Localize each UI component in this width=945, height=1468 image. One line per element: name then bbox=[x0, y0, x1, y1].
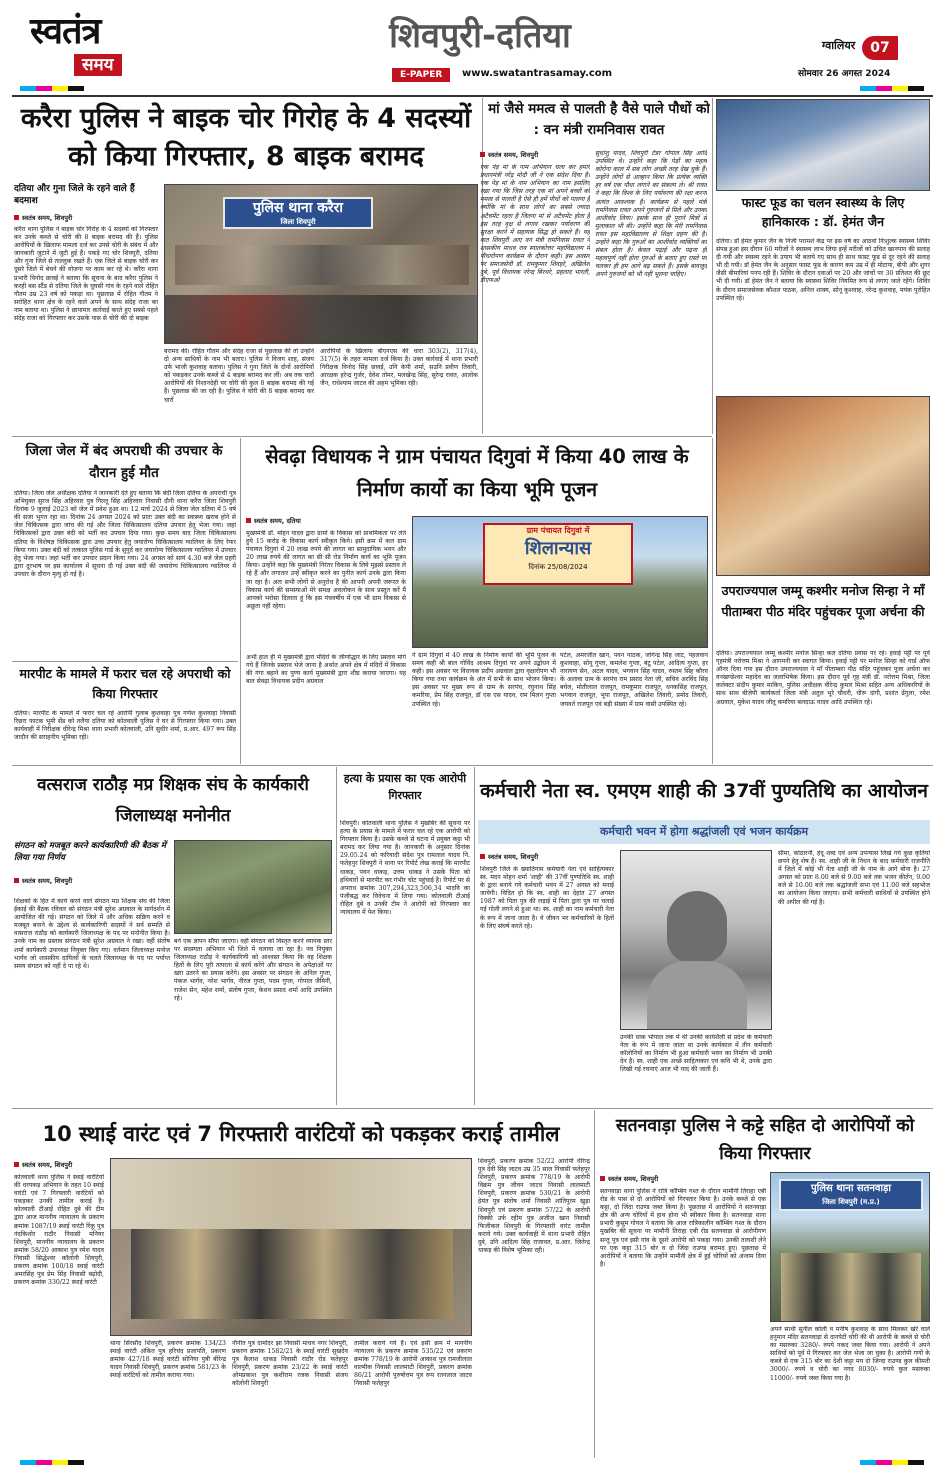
photo-mm-shahi-portrait bbox=[620, 850, 772, 1030]
cmyk-strip-bottom bbox=[20, 1460, 84, 1465]
rule-col-jail bbox=[240, 438, 241, 764]
body-karmachari-col2: उनकी धाक भोपाल तक में थी उनकी कार्यशैली से प्रदेश के कर्मचारी नेता के रूप में जाना जाता था उनके कार्यकाल में तीन कर्मचारी कॉलोनियों का निर्माण भी हुआ कर्मचारी भवन का निर्माण भी उनकी देन है। स्व. शाही एक अच्छे साहित्यकार एवं कवि भी थे, उनके द्वारा लिखी गई रचनाएं आज भी याद की जाती हैं। bbox=[620, 1034, 772, 1074]
body-sevda-col2: अभी हाल ही में मुख्यमंत्री द्वारा मंदिरों के जीर्णोद्धार के लिए प्रस्ताव मांगे गये हैं जिनके प्रस्ताव भेजे जाना है अर्थात अपने क्षेत्र में मंदिरों में विकास की गंगा बहाने का पुण्य कार्य मुख्यमंत्री द्वारा शीघ्र कराया जाएगा। यह बात सेवढ़ा विधायक प्रदीप अग्रवाल bbox=[246, 654, 406, 686]
satanwada-station-sign: पुलिस थाना सतनवाड़ा जिला शिवपुरी (म.प्र.) bbox=[779, 1179, 923, 1211]
page-number: 07 bbox=[862, 36, 898, 60]
rule-row3 bbox=[12, 1108, 933, 1109]
body-karmachari-col3: सीमा, कोठारनी, हंदू शब्द एवं अन्य उपन्यास लिखे गये कुछ कृतियां छपने हेतु शेष हैं। स्व. शाही जी के निधन के बाद कर्मचारी राजनीति में जिले में कोई भी नेता शाही जी के नाम के आगे बोना है। 27 अगस्त को प्रातः 8.00 बजे से 9.00 बजे तक भजन कीर्तन, 9.00 बजे से 10.00 बजे तक श्रद्धांजली सभा एवं 11.00 बजे सहभोज का आयोजन किया जाएगा। सभी कर्मचारी साथियों से उपस्थित होने की अपील की गई है। bbox=[778, 850, 930, 906]
body-warrant-col2: थाना सिरसौद शिवपुरी, प्रकरण क्रमांक 134/23 स्थाई वारंटी अंकित पुत्र हरिचंद प्रजापति, प्रकरण क्रमांक 427/18 स्थाई वारंटी सोनिया पुत्री बीरेन्द्र यादव निवासी शिवपुरी, प्रकरण क्रमांक 581/23 के स्थाई वारंटियों को तामील कराया गया। bbox=[110, 1340, 226, 1380]
masthead bbox=[0, 0, 945, 96]
photo-fast-food-camp bbox=[716, 99, 930, 191]
body-warrant-col3: नौनीत पुत्र दामोदर झा निवासी माधव नगर शिवपुरी, प्रकरण क्रमांक 1582/21 के स्थाई वारंटी सुखदेव पुत्र कैलाश धाकड़ निवासी राठौर रोड फतेहपुर शिवपुरी, प्रकरण क्रमांक 23/22 के स्थाई वारंटी ओमप्रकाश पुत्र कशीराम रजक निवासी संजय कॉलोनी शिवपुरी bbox=[232, 1340, 348, 1388]
headline-karera: करैरा पुलिस ने बाइक चोर गिरोह के 4 सदस्यों को किया गिरफ्तार, 8 बाइक बरामद bbox=[20, 103, 472, 172]
photo-karera-police-station bbox=[164, 184, 478, 344]
byline-mother-plants: स्वतंत्र समय, शिवपुरी bbox=[480, 150, 590, 159]
body-jail-death: दतिया। जिला जेल अधीक्षक दतिया ने जानकारी देते हुए बताया कि बंदी जिला दतिया के अपराधी पुत्र अभियुक्त सुरज सिंह अहिरवार पुत्र गिल्लू सिंह अहिरवार निवासी दौनी थाना करैरा जिला शिवपुरी दिनांक 9 जुलाई 2023 को जेल में प्रवेश हुआ था। 12 मार्च 2024 से जिला जेल दतिया में 5 वर्ष की सजा भुगत रहा था। दिनांक 24 अगस्त 2024 को प्रातः उक्त बंदी का स्वास्थ्य खराब होने से जेल चिकित्सक द्वारा जांच की गई और जिला चिकित्सालय दतिया उपचार हेतु भेजा गया। जहां चिकित्सकों द्वारा उक्त बंदी को भर्ती कर उपचार दिया गया। कुछ समय बाद जिला चिकित्सालय दतिया के विशेषज्ञ चिकित्सक द्वारा उच्च उपचार हेतु जयारोग्य चिकित्सालय ग्वालियर के लिए रेफर किया गया। उक्त बंदी को तत्काल पुलिस गार्ड के सुपुर्द कर जयारोग्य चिकित्सालय ग्वालियर में उपचार हेतु भेजा गया। जहां भर्ती कर उपचार प्रदान किया गया। 24 अगस्त को सायं 4.30 बजे जेल प्रहरी द्वारा दूरभाष पर इस कार्यालय में सूचना दी गई उक्त बंदी की जयारोग्य चिकित्सालय ग्वालियर में उपचार के दौरान मृत्यु हो गई है। bbox=[14, 490, 236, 578]
issue-date: सोमवार 26 अगस्त 2024 bbox=[798, 69, 891, 79]
byline-satanwada: स्वतंत्र समय, शिवपुरी bbox=[600, 1174, 766, 1183]
headline-satanwada: सतनवाड़ा पुलिस ने कट्टे सहित दो आरोपियों को किया गिरफ्तार bbox=[615, 1116, 915, 1164]
byline-warrant: स्वतंत्र समय, शिवपुरी bbox=[14, 1160, 104, 1169]
body-karera-col3: आरोपियों के खिलाफ बीएनएस की धारा 303(2), 317(4), 317(5) के तहत मामला दर्ज किया है। उक्त कार्रवाई में थाना प्रभारी निरीक्षक विनोद सिंह छावई, उनि केपी शर्मा, सउनि प्रवीण तिवारी, आरक्षक हरेन्द्र गुर्जर, देवेश तोमर, मलखेन्द्र सिंह, सुरेन्द्र रावत, आलोक जैन, राधेश्याम जाटव की अहम भूमिका रही। bbox=[320, 348, 478, 388]
photo-sevda-ceremony bbox=[412, 516, 708, 648]
headline-karmachari: कर्मचारी नेता स्व. एमएम शाही की 37वीं पुण्यतिथि का आयोजन bbox=[480, 780, 928, 802]
body-fast-food: दतिया। डॉ हेमंत कुमार जैन के निजी परामर्श केंद्र पर इस वर्ष का आठवां निःशुल्क स्वास्थ्य शिविर संपन्न हुआ इस दौरान 60 मरीजों ने स्वास्थ्य लाभ लिया इन्हें मरीजों को उचित खानपान की सलाह दी गयी और स्वस्थ्य रहने के उपाय भी बताये गए साथ ही साथ फास्ट फूड से दूर रहने की सलाह भी दी गयी। डॉ हेमंत जैन के अनुसार फास्ट फूड के कारण कम उम्र में ही मोटापा, बीपी और शुगर जैसी बीमारियां पनप रही हैं। शिविर के दौरान दवाओं पर 20 और जांचों पर 30 प्रतिशत की छूट भी दी गयी। डॉ हेमंत जैन ने बताया कि स्वास्थ्य शिविर नियमित रूप से लगाए जाते रहेंगे। शिविर के दौरान समाजसेवक कौशल पाठक, अनिल शाक्य, सोनू कुशवाह, नरेन्द्र कुशवाह, मयंक पुरोहित उपस्थित रहे। bbox=[716, 238, 930, 302]
rule-jail-maarpeet bbox=[12, 661, 238, 662]
body-hatya: शिवपुरी। कोतवाली थाना पुलिस ने मुखबिर की सूचना पर हत्या के प्रयास के मामले में फरार चल रहे एक आरोपी को गिरफ्तार किया है। उसके कब्जे से घटना में प्रयुक्त कट्टा भी बरामद कर लिया गया है। जानकारी के अनुसार दिनांक 29.05.24 को फरियादी संदेश पुत्र रामलाल यादव नि. फतेहपुर शिवपुरी ने थाना पर रिपोर्ट लेख कराई कि मारपीट धाकड़, पवन धाकड़, उत्तम धाकड़ ने उसके पिता को हथियारों से मारपीट कर गंभीर चोट पहुंचाई है। रिपोर्ट पर से अपराध क्रमांक 307,294,323,506,34 भादवि का पंजीबद्ध कर विवेचना में लिया गया। कोतवाली टीआई रोहित दुबे व उनकी टीम ने आरोपी को गिरफ्तार कर न्यायालय में पेश किया। bbox=[340, 820, 470, 917]
rule-col-sevda bbox=[712, 438, 713, 764]
karmachari-band: कर्मचारी भवन में होगा श्रद्धांजली एवं भजन कार्यक्रम bbox=[478, 820, 930, 844]
body-karera-col1: करैरा थाना पुलिस ने बाइक चोर गिरोह के 4 सदस्यों को गिरफ्तार कर उनके कब्जे से चोरी की 8 बाइक बरामद की हैं। पुलिस आरोपियों के खिलाफ मामला दर्ज कर उनसे चोरी के संबंध में और जानकारी जुटाने में जुटी हुई हैं। पकड़े गए चोर शिवपुरी, दतिया और गुना जिले से ताल्लुक रखते हैं। एक जिले से बाइक चोरी कर दूसरे जिले में बेचने की योजना पर काम कर रहे थे। करैरा थाना प्रभारी विनोद छावई ने बताया कि सूचना के बाद करैरा पुलिस ने करही बस स्टैंड से दतिया जिले के घुघसी गांव के रहने वाले रोहित गौतम उम्र 23 वर्ष को पकड़ा था। पूछताछ में रोहित गौतम ने सरोहित थाना क्षेत्र के रहने वाले अपने के साथ संदेह राजा का नाम बताया था। पुलिस ने छापामार कार्रवाई करते हुए सबसे पहले संदेह राजा को गिरफ्तार कर उसके पास से चोरी की दो बाइक bbox=[14, 226, 158, 323]
photo-warrant-police bbox=[110, 1158, 472, 1336]
rule-col-warrant bbox=[594, 1110, 595, 1458]
website-link[interactable]: www.swatantrasamay.com bbox=[462, 68, 613, 79]
headline-sevda: सेवढ़ा विधायक ने ग्राम पंचायत दिगुवां में किया 40 लाख के निर्माण कार्यो का किया भूमि पूजन bbox=[265, 445, 689, 501]
byline-karmachari: स्वतंत्र समय, शिवपुरी bbox=[480, 852, 614, 861]
body-mother-plants-col2: सुधांशु यादव, शिवपुरी टेंडर गोपाल सिंह आदि उपस्थित थे। उन्होंने कहा कि पेड़ों का महत्व कोरोना काल में सब लोग अच्छी तरह देख चुके हैं। उन्होंने लोगों से आव्हान किया कि प्रत्येक व्यक्ति हर वर्ष एक पौधा लगाने का संकल्प ले। श्री रावत ने कहा कि विश्व के लिए पर्यावरण की रक्षा करना अत्यंत आवश्यक है। कार्यक्रम से पहले मंत्री रामनिवास रावत अपने गुरुजनों से मिले और उनका आशीर्वाद लिया। इसके साथ ही पुराने मित्रों से मुलाकात भी की। उन्होंने कहा कि मेरी रामनिवास रावत इस महाविद्यालय से शिक्षा ग्रहण की है। उन्होंने कहा कि गुरुओं का आशीर्वाद व्यक्तियों का संबल होता है। केवल पढ़ाई और पढ़ना ही महत्वपूर्ण नहीं होता गुरुओं के बताए हुए रास्ते पर चलकर ही हम आगे बढ़ सकते हैं। इसके बावजूद अपने गुरुजनों को भी नहीं भूलना चाहिए। bbox=[595, 150, 707, 279]
body-mother-plants-col1: एक पेड़ मां के नाम अभियान चला कर हमारे प्रधानमंत्री नरेंद्र मोदी जी ने एक संदेश दिया है। एक पेड़ मां के नाम अभियान का नाम इसलिए रखा गया कि जिस तरह एक मां अपने बच्चों को ममत्व से पालती है ऐसे ही हमें पौधों को पालना है क्योंकि मां के साथ लोगों का सबसे ज्यादा अटैचमेंट रहता है जितना मां से अटैचमेंट होता है इस तरह वृक्ष से लगाव रखकर पर्यावरण की सुरक्षा करने में सहायक सिद्ध हो सकते हैं। यह बात शिवपुरी आए वन मंत्री रामनिवास रावत ने शासकीय माधव राव स्नातकोत्तर महाविद्यालय में पौधारोपण कार्यक्रम के दौरान कही। इस अवसर पर समाजसेवी डॉ. रामकुमार शिवहरे, अखिलेश दुबे, पूर्व विधायक नरेन्द्र बिरथरे, प्रहलाद भारती, डीएफओ bbox=[480, 164, 590, 285]
subhead-vatsraj: संगठन को मजबूत करने कार्यकारिणी की बैठक में लिया गया निर्णय bbox=[14, 841, 166, 863]
body-warrant-col4: तामील कराये गये हैं। एवं इसी क्रम में माननीय न्यायालय के प्रकरण क्रमांक 535/22 एवं प्रकरण क्रमांक 778/19 के आरोपी आकाश पुत्र रामजीलाल वाल्मीक निवासी लालमाटी शिवपुरी, प्रकरण क्रमांक 86/21 आरोपी पुरुषोत्तम पुत्र रूप रतनलाल जाटव निवासी फतेहपुर bbox=[354, 1340, 472, 1388]
city-label: ग्वालियर bbox=[822, 39, 856, 52]
police-station-sign: पुलिस थाना करैरा जिला शिवपुरी bbox=[223, 197, 373, 229]
masthead-divider bbox=[12, 95, 933, 97]
photo-pitambara-temple bbox=[716, 396, 930, 576]
photo-vatsraj-meeting bbox=[174, 840, 332, 934]
subhead-karera: दतिया और गुना जिले के रहने वाले हैं बदमाश bbox=[14, 184, 135, 206]
body-satanwada-col1: सतनवाड़ा थाना पुलिस ने रात्रि कॉम्बिंग गश्त के दौरान मामौनी तिराहा एबी रोड के पास से दो आरोपियों को गिरफ्तार किया है। उनके कब्जे से एक कट्टा, दो जिंदा राउण्ड जब्त किया है। पूछताछ में आरोपियों ने सतनवाड़ा क्षेत्र की अन्य चोरियों में हाथ होना भी स्वीकार किया है। सतनवाड़ा थाना प्रभारी कुसुम गोयल ने बताया कि आज रात्रिकालीन कॉम्बिंग गश्त के दौरान मुखबिर की सूचना पर मामौनी तिराहा एबी रोड सतनवाड़ा से आरोपीगण सन्तू पुत्र एवं इसी गांव के दूसरे आरोपी को पकड़ा गया। उनकी तलाशी लेने पर एक कट्टा 315 बोर व दो जिंदा राउण्ड बरामद हुए। पूछताछ में आरोपियों ने बताया कि उन्होंने मामौनी क्षेत्र में हुई चोरियों को अंजाम दिया है। bbox=[600, 1188, 766, 1268]
rule-row1 bbox=[12, 436, 712, 437]
body-karera-col2: बरामद की। रोहित गौतम और संदेह राजा से पूछताछ की तो उन्होंने दो अन्य साथियों के नाम भी बताए। पुलिस ने विजय शाह, संजय उर्फ भाजी कुशवाह बताया। पुलिस ने गुना जिले के दोनों आरोपियों को पकड़कर उनके कब्जे से 4 बाइक बरामद कर लीं। अब तक चारों आरोपियों की निशानदेही पर चोरी की कुल 8 बाइक बरामद की गई हैं। पूछताछ की जा रही है। पुलिस ने चोरी की 8 बाइक बरामद कर चारों bbox=[164, 348, 314, 404]
epaper-label: E-PAPER bbox=[392, 68, 450, 82]
rule-col-mother bbox=[712, 98, 713, 434]
body-karmachari-col1: शिवपुरी जिले के ख्यातिनाम कर्मचारी नेता एवं साहित्यकार स्व. मदन मोहन शर्मा 'शाही' की 37वीं पुण्यतिथि स्व. शाही के द्वारा बनाये गये कर्मचारी भवन में 27 अगस्त को मनाई जायेगी। विदित हो कि स्व. शाही का देहांत 27 अगस्त 1987 को पिता पुत्र की लड़ाई में पिता द्वारा पुत्र पर चलाई गई गोली लगने से हुआ था। स्व. शाही का नाम कर्मचारी नेता के रूप में जाना जाता है। वे जीवन भर कर्मचारियों के हितों के लिए संघर्ष करते रहे। bbox=[480, 866, 614, 930]
byline-vatsraj: स्वतंत्र समय, शिवपुरी bbox=[14, 876, 170, 885]
body-sevda-col3: ने ग्राम दिगुवां में 40 लाख के निर्माण कार्यों की भूमि पूजन के समय कही श्री बाल गोविंद आश्रम दिगुवां पर अपने उद्बोधन में कही। इस अवसर पर विधायक प्रदीप अग्रवाल द्वारा वृक्षारोपण भी किया गया तथा कार्यक्रम के अंत में सभी के साथ भोजन किया। इस अवसर पर मुख्य रूप से ग्राम के सरपंच, रघुनाथ सिंह कमरिया, प्रेम सिंह राजपूत, डॉ एस एस यादव, राम मिलन गुप्ता उपस्थित रहे। bbox=[412, 652, 556, 708]
rule-col-hatya bbox=[474, 767, 475, 1105]
rule-row2 bbox=[12, 765, 933, 766]
body-uprajyapal: दतिया। उपराज्यपाल जम्मू कश्मीर मनोज सिन्हा कल दतिया प्रवास पर रहे। हवाई पट्टी पर पूर्व गृहमंत्री नरोत्तम मिश्रा ने आगमनी कर स्वागत किया। हवाई पट्टी पर मनोज सिन्हा को गार्ड ऑफ ऑनर दिया गया इस दौरान उपराज्यपाल ने माँ पीताम्बरा पीठ मंदिर पहुंचकर पूजा अर्चना कर वनखण्डेश्वर महादेव का जलाभिषेक किया। इस दौरान पूर्व गृह मंत्री डॉ. नरोत्तम मिश्रा, जिला कलेक्टर संदीप कुमार माकिन, पुलिस अधीक्षक वीरेन्द्र कुमार मिश्रा सहित अन्य अधिकारियों के साथ साथ बीजेपी कार्यकर्ता जिला मंत्री अतुल भूरे चौधरी, धीरू दांगी, प्रशांत ढेंगुला, रमेश अग्रवाल, मुकेश यादव जीतू कमरिया बलदाऊ यादव आदि उपस्थित रहे। bbox=[716, 650, 930, 706]
body-sevda-col1: मुख्यमंत्री डॉ. मोहन यादव द्वारा ग्रामों के विकास को प्राथमिकता पर लेते हुये 15 करोड़ के विकास कार्य स्वीकृत किये। इसी क्रम में कल ग्राम पंचायत दिगुवां में 20 लाख रुपये की लागत का सामुदायिक भवन और 20 लाख रुपये की लागत का सी सी रोड निर्माण कार्य का भूमि पूजन किया। उन्होंने कहा कि मुख्यमंत्री निरंतर विकास के लिये मुझसे प्रस्ताव ले रहे हैं और लगातार उन्हें स्वीकृत करने का पुनीत कार्य उनके द्वारा किया जा रहा है। अतः सभी लोगों से अनुरोध है की आपनी अपनी जरूरत के विकास कार्य की समस्याओं मेरे समक्ष अवलोकन के साथ प्रस्तुत करें मैं आपको भरोसा दिलाता हूं कि इस पंचवर्षीय में एक भी ग्राम विकास से अछूता नहीं रहेगा। bbox=[246, 530, 406, 610]
byline-sevda: स्वतंत्र समय, दतिया bbox=[246, 516, 406, 525]
edition-title: शिवपुरी-दतिया bbox=[389, 16, 571, 56]
body-warrant-col5: शिवपुरी, प्रकरण क्रमांक 52/22 आरोपी धीरेन्द्र पुत्र देवी सिंह जाटव उम्र 35 साल निवासी फतेहपुर शिवपुरी, प्रकरण क्रमांक 778/19 के आरोपी विक्रम पुत्र जीवन जाटव निवासी लालमाटी शिवपुरी, प्रकरण क्रमांक 530/21 के आरोपी हेमंत पुत्र संतोष शर्मा निवासी शांतिपुरम खुड़ा शिवपुरी एवं प्रकरण क्रमांक 57/22 के आरोपी विक्की उर्फ रहीम पुत्र अजीज खान निवासी फिजीकल शिवपुरी के गिरफ्तारी वारंट तामील कराये गये। उक्त कार्यवाही में थाना प्रभारी रोहित दुबे, उनि आदित्य सिंह राजावत, प्र.आर. जितेन्द्र धाकड़ की विशेष भूमिका रही। bbox=[478, 1158, 590, 1255]
cmyk-strip-bottom-right bbox=[860, 1460, 924, 1465]
body-maarpeet: दतिया। मारपीट के मामले में फरार चल रहे आरोपी गुलाब कुशवाहा पुत्र गणेश कुशवाहा निवासी रिछरा फाटक भूमी सेंड को तलैया दतिया को कोतवाली पुलिस ने घर से गिरफ्तार किया गया। उक्त कार्यवाही में निरीक्षक धीरेन्द्र मिश्रा थाना प्रभारी कोतवाली, उनि सुधीर शर्मा, प्र.आर. 497 रूप सिंह जादौन की सराहनीय भूमिका रही। bbox=[14, 710, 236, 742]
logo bbox=[30, 12, 150, 84]
headline-mother-plants: मां जैसे ममत्व से पालती है वैसे पाले पौधों को : वन मंत्री रामनिवास रावत bbox=[488, 101, 710, 138]
headline-vatsraj: वत्सराज राठौड़ मप्र शिक्षक संघ के कार्यकारी जिलाध्यक्ष मनोनीत bbox=[37, 775, 309, 826]
cmyk-strip bbox=[20, 86, 84, 91]
body-vatsraj-col1: शिक्षकों के हित में कार्य करने वाले संगठन मप्र शिक्षक संघ की जिला ईकाई की बैठक रविवार को संगठन मंत्री सुरेश अग्रवाल के मार्गदर्शन में आयोजित की गई। संगठन को जिले में और अधिक सक्रिय करने व मजबूत बनाने के उद्देश्य से कार्यकारिणी सदस्यों ने सर्व सम्मति से वत्सराज राठौड़ को कार्यकारी जिलाध्यक्ष के पद पर मनोनीत किया है। उनके नाम का प्रस्ताव संगठन मंत्री सुरेश अग्रवाल ने रखा। वहीं संतोष शर्मा कार्यकारी उपाध्यक्ष नियुक्त किए गए। वर्तमान जिलाध्यक्ष मनोज भार्गव जो शासकीय दायित्वों के चलते जिलाध्यक्ष के पद पर पर्याप्त समय संगठन को नहीं दे पा रहे थे। bbox=[14, 898, 170, 970]
body-warrant-col1: कोतवाली थाना पुलिस ने स्थाई वारंटियों की धरपकड़ अभियान के तहत 10 स्थाई वारंटी एवं 7 गिरफ्तारी वारंटियों को पकड़कर उनकी तामील कराई है। कोतवाली टीआई रोहित दुबे की टीम द्वारा आज माननीय न्यायालय के प्रकरण क्रमांक 1087/19 स्थाई वारंटी रिंकू पुत्र नंदकिशोर राठौर निवासी मनियर शिवपुरी, माननीय न्यायालय के प्रकरण क्रमांक 58/20 आकाश पुत्र रमेश यादव निवासी सिद्धेश्वर कॉलोनी शिवपुरी, प्रकरण क्रमांक 100/18 स्थाई वारंटी अमरसिंह पुत्र प्रेम सिंह निवासी बढ़ोदी, प्रकरण क्रमांक 330/22 स्थाई वारंटी bbox=[14, 1174, 104, 1287]
cmyk-strip-right bbox=[860, 86, 924, 91]
byline-karera: स्वतंत्र समय, शिवपुरी bbox=[14, 213, 154, 222]
headline-hatya: हत्या के प्रयास का एक आरोपी गिरफ्तार bbox=[343, 772, 467, 802]
rule-col-vatsraj bbox=[336, 767, 337, 1105]
headline-fast-food: फास्ट फूड का चलन स्वास्थ्य के लिए हानिकारक : डॉ. हेमंत जैन bbox=[741, 195, 905, 229]
headline-jail-death: जिला जेल में बंद अपराधी की उपचार के दौरान हुई मौत bbox=[25, 443, 223, 481]
shilanyas-banner: ग्राम पंचायत दिगुवां में शिलान्यास दिनांक 25/08/2024 bbox=[483, 523, 633, 585]
body-vatsraj-col2: बने एक ज्ञापन सौंपा जाएगा। वहीं संगठन को विस्तृत करने व्यापक स्तर पर सदस्यता अभियान भी जिले में चलाया जा रहा है। नव नियुक्त जिलाध्यक्ष राठौड़ ने कार्यकारिणी को आश्वस्त किया कि वह शिक्षक हितों के लिए पूरी तत्परता से कार्य करेंगे और संगठन के अपेक्षाओं पर खरा उतरने का प्रयास करेंगे। इस अवसर पर संगठन के अनिल गुप्ता, पंकज भार्गव, नरेश भार्गव, नीरज गुप्ता, पदम गुप्ता, गोपाल जैमिनी, राजेश सेन, महेश शर्मा, संतोष गुप्ता, केशव प्रसाद शर्मा आदि उपस्थित रहे। bbox=[174, 938, 332, 1002]
headline-uprajyapal: उपराज्यपाल जम्मू कश्मीर मनोज सिन्हा ने माँ पीताम्बरा पीठ मंदिर पहुंचकर पूजा अर्चना की bbox=[721, 583, 925, 619]
logo-bottom-text: समय bbox=[74, 54, 122, 76]
headline-warrant: 10 स्थाई वारंट एवं 7 गिरफ्तारी वारंटियों को पकड़कर कराई तामील bbox=[42, 1122, 560, 1146]
photo-satanwada-station bbox=[770, 1172, 930, 1322]
headline-maarpeet: मारपीट के मामले में फरार चल रहे अपराधी को किया गिरफ्तार bbox=[19, 666, 231, 701]
body-satanwada-col2: अपने साथी सुनील कोली व मनीष कुशवाह के साथ मिलकर खेरे वाले हनुमान मंदिर सतनवाड़ा से दानपेटी चोरी की थी आरोपी के कब्जे से चोरी का मसरुका 3280/- रुपये नकद जब्त किया गया। आरोपी ने अपने साथियों को पूर्व में गिरफ्तार कर जेल भेजा जा चुका है। आरोपी गणों के कब्जे से एक 315 बोर का देशी कट्टा मय दो जिन्दा राउण्ड कुल कीमती 3000/- रुपये व चोरी का नगद 8030/- रुपये कुल मसरुका 11000/- रुपये जब्त किया गया है। bbox=[770, 1326, 930, 1382]
body-sevda-col4: पटेल, अमरजीत खान, पवन पाठक, जोगेन्द्र सिंह जाट, पहलवान कुशवाहा, सोनू गुप्ता, कमलेश गुप्ता, बंटू पटेल, आदित्य गुप्ता, हर नारायण सेन, अटल यादव, भगवान सिंह यादव, रुस्तम सिंह कौरव के अलावा ग्राम के सरपंच राम प्रसाद नेता जी, सचिव अरविंद सिंह बघेल, मोतीलाल राजपूत, रामकुमार राजपूत, धनकसिंह राजपूत, भगवान राजपूत, भूपा राजपूत, अखिलेश तिवारी, प्रमोद तिवारी, जयवर्त राजपूत एवं बड़ी संख्या में ग्राम वासी उपस्थित रहे। bbox=[560, 652, 708, 708]
logo-top-text: स्वतंत्र bbox=[30, 11, 101, 52]
